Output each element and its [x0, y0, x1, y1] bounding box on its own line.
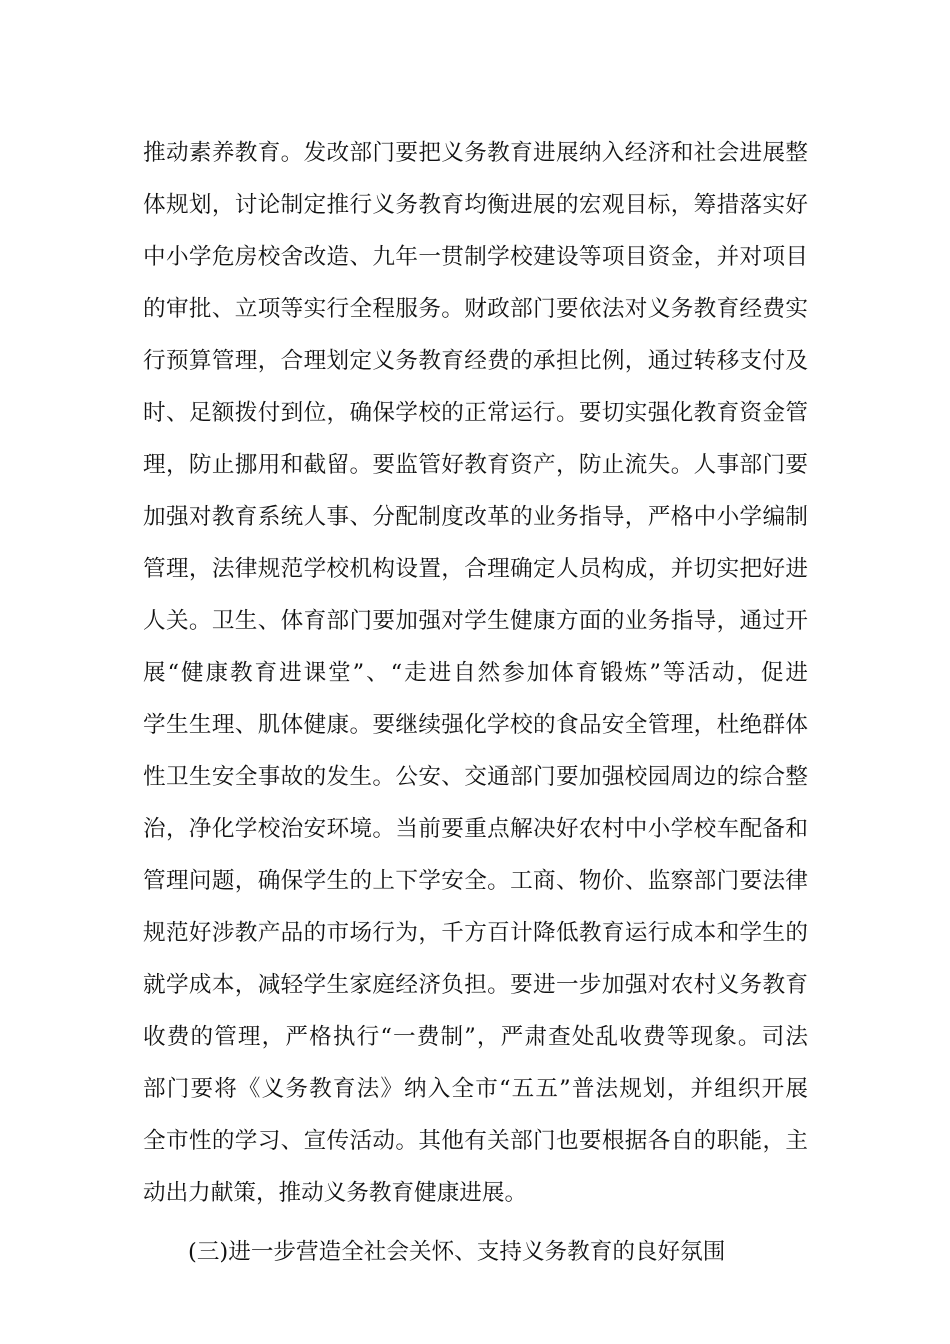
paragraph-line: 展“健康教育进课堂”、“走进自然参加体育锻炼”等活动，促进 — [143, 660, 808, 686]
paragraph-line: 全市性的学习、宣传活动。其他有关部门也要根据各自的职能，主 — [143, 1128, 808, 1154]
paragraph-line: 就学成本，减轻学生家庭经济负担。要进一步加强对农村义务教育 — [143, 972, 808, 998]
paragraph-line: 收费的管理，严格执行“一费制”，严肃查处乱收费等现象。司法 — [143, 1024, 808, 1050]
paragraph-line: 治，净化学校治安环境。当前要重点解决好农村中小学校车配备和 — [143, 816, 808, 842]
paragraph-line: 体规划，讨论制定推行义务教育均衡进展的宏观目标，筹措落实好 — [143, 192, 808, 218]
paragraph-line: 中小学危房校舍改造、九年一贯制学校建设等项目资金，并对项目 — [143, 244, 808, 270]
paragraph-line: 规范好涉教产品的市场行为，千方百计降低教育运行成本和学生的 — [143, 920, 808, 946]
paragraph-line: 的审批、立项等实行全程服务。财政部门要依法对义务教育经费实 — [143, 296, 808, 322]
paragraph-line: 管理，法律规范学校机构设置，合理确定人员构成，并切实把好进 — [143, 556, 808, 582]
paragraph-line: 时、足额拨付到位，确保学校的正常运行。要切实强化教育资金管 — [143, 400, 808, 426]
section-heading: (三)进一步营造全社会关怀、支持义务教育的良好氛围 — [188, 1239, 726, 1265]
paragraph-line: 性卫生安全事故的发生。公安、交通部门要加强校园周边的综合整 — [143, 764, 808, 790]
paragraph-line: 部门要将《义务教育法》纳入全市“五五”普法规划，并组织开展 — [143, 1076, 808, 1102]
paragraph-line: 行预算管理，合理划定义务教育经费的承担比例，通过转移支付及 — [143, 348, 808, 374]
paragraph-line: 管理问题，确保学生的上下学安全。工商、物价、监察部门要法律 — [143, 868, 808, 894]
paragraph-line: 理，防止挪用和截留。要监管好教育资产，防止流失。人事部门要 — [143, 452, 808, 478]
paragraph-line: 加强对教育系统人事、分配制度改革的业务指导，严格中小学编制 — [143, 504, 808, 530]
paragraph-line: 推动素养教育。发改部门要把义务教育进展纳入经济和社会进展整 — [143, 140, 808, 166]
paragraph-line: 学生生理、肌体健康。要继续强化学校的食品安全管理，杜绝群体 — [143, 712, 808, 738]
paragraph-line: 人关。卫生、体育部门要加强对学生健康方面的业务指导，通过开 — [143, 608, 808, 634]
paragraph-line-last: 动出力献策，推动义务教育健康进展。 — [143, 1180, 528, 1206]
